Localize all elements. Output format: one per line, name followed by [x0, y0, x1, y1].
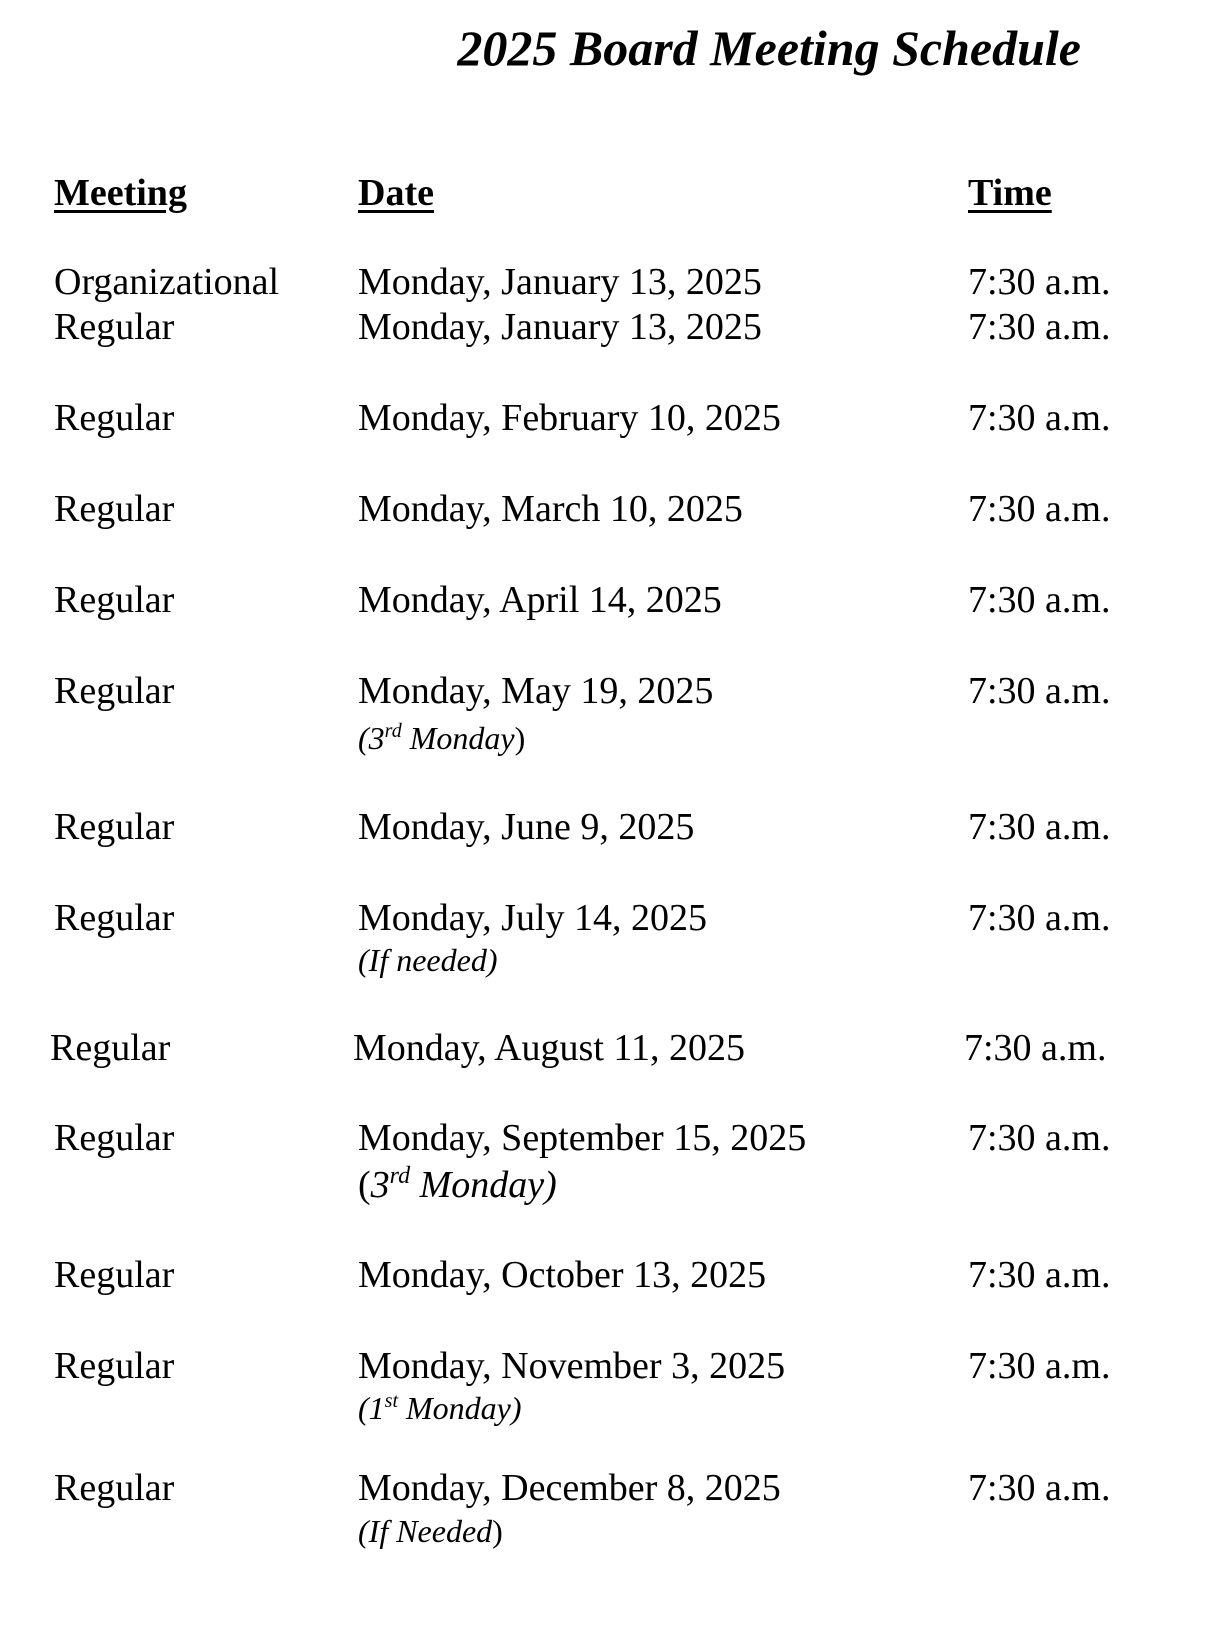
- meeting-type: Regular: [54, 306, 175, 348]
- meeting-time: 7:30 a.m.: [968, 397, 1111, 439]
- meeting-time: 7:30 a.m.: [968, 806, 1111, 848]
- meeting-date: Monday, September 15, 2025: [358, 1117, 807, 1159]
- meeting-date: Monday, November 3, 2025: [358, 1345, 786, 1387]
- note-number: 3: [370, 1164, 390, 1206]
- meeting-date: Monday, December 8, 2025: [358, 1467, 781, 1509]
- meeting-type: Regular: [54, 806, 175, 848]
- meeting-time: 7:30 a.m.: [968, 306, 1111, 348]
- meeting-date: Monday, February 10, 2025: [358, 397, 781, 439]
- meeting-date: Monday, January 13, 2025: [358, 306, 762, 348]
- date-note: (1st Monday): [358, 1390, 522, 1426]
- meeting-type: Regular: [50, 1027, 171, 1069]
- meeting-time: 7:30 a.m.: [968, 579, 1111, 621]
- meeting-type: Regular: [54, 579, 175, 621]
- meeting-date: Monday, October 13, 2025: [358, 1254, 767, 1296]
- meeting-date: Monday, January 13, 2025: [358, 261, 762, 303]
- note-ordinal-suffix: rd: [384, 720, 402, 742]
- meeting-time: 7:30 a.m.: [968, 1254, 1111, 1296]
- note-ordinal-suffix: st: [384, 1390, 398, 1412]
- date-note: (3rd Monday): [358, 720, 526, 756]
- meeting-type: Regular: [54, 897, 175, 939]
- note-text: If Needed: [368, 1513, 493, 1549]
- meeting-time: 7:30 a.m.: [968, 670, 1111, 712]
- meeting-date: Monday, March 10, 2025: [358, 488, 743, 530]
- note-number: 3: [368, 720, 385, 756]
- column-header-meeting: Meeting: [54, 172, 187, 214]
- meeting-date: Monday, June 9, 2025: [358, 806, 695, 848]
- meeting-date: Monday, August 11, 2025: [353, 1027, 745, 1069]
- meeting-type: Regular: [54, 1117, 175, 1159]
- meeting-type: Regular: [54, 1345, 175, 1387]
- meeting-type: Regular: [54, 488, 175, 530]
- note-text: If needed: [368, 942, 487, 978]
- note-ordinal-suffix: rd: [389, 1163, 411, 1189]
- meeting-time: 7:30 a.m.: [968, 1345, 1111, 1387]
- meeting-time: 7:30 a.m.: [968, 1467, 1111, 1509]
- meeting-time: 7:30 a.m.: [964, 1027, 1107, 1069]
- meeting-type: Regular: [54, 1467, 175, 1509]
- meeting-time: 7:30 a.m.: [968, 897, 1111, 939]
- meeting-date: Monday, July 14, 2025: [358, 897, 708, 939]
- note-number: 1: [368, 1390, 385, 1426]
- meeting-time: 7:30 a.m.: [968, 1117, 1111, 1159]
- column-header-date: Date: [358, 172, 434, 214]
- meeting-time: 7:30 a.m.: [968, 261, 1111, 303]
- meeting-date: Monday, April 14, 2025: [358, 579, 722, 621]
- meeting-time: 7:30 a.m.: [968, 488, 1111, 530]
- date-note: (3rd Monday): [358, 1163, 557, 1206]
- note-text: Monday: [401, 720, 515, 756]
- note-text: Monday: [398, 1390, 511, 1426]
- note-text: Monday: [410, 1164, 545, 1206]
- meeting-type: Regular: [54, 670, 175, 712]
- meeting-type: Regular: [54, 1254, 175, 1296]
- date-note: (If Needed): [358, 1513, 503, 1549]
- meeting-date: Monday, May 19, 2025: [358, 670, 714, 712]
- page-title: 2025 Board Meeting Schedule: [457, 20, 1081, 76]
- meeting-type: Regular: [54, 397, 175, 439]
- meeting-type: Organizational: [54, 261, 280, 303]
- date-note: (If needed): [358, 942, 498, 978]
- column-header-time: Time: [968, 172, 1052, 214]
